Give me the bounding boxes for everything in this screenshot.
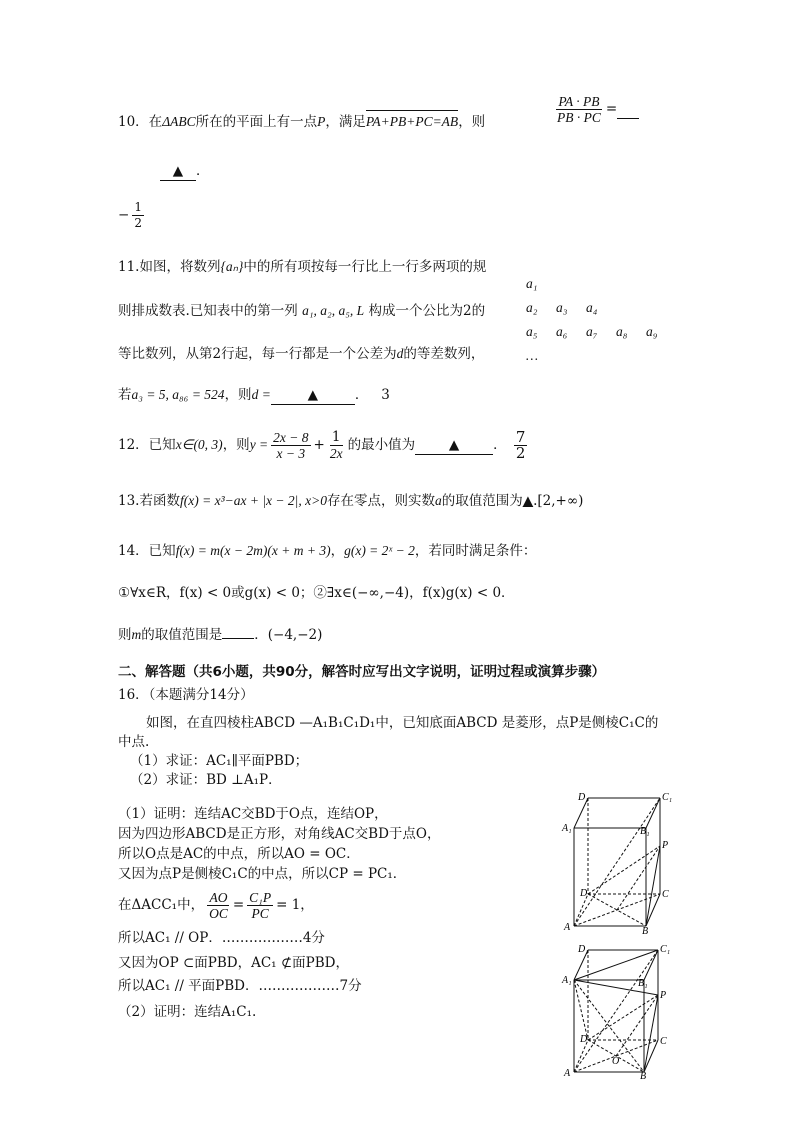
label-A1: A₁ [562,823,572,834]
edge-BC [646,894,660,926]
q10-vector-equation: PA+PB+PC=AB [365,114,459,129]
label-A1: A₁ [562,975,572,986]
q10-answer-sign: − [118,207,130,223]
q10-answer-num: 1 [134,200,142,214]
label-C: C [662,889,669,900]
label-B1: B₁ [638,978,648,989]
q11-line3 [118,345,484,363]
q12-text1: ，则 [222,437,250,453]
label-P: P [662,840,669,851]
q11-table-row3 [526,320,676,344]
proof-line2: 因为四边形ABCD是正方形，对角线AC交BD于点O， [118,826,441,842]
line-OP [617,846,660,910]
q10-answer-den: 2 [134,216,142,230]
q14-g: g(x) = 2ˣ − 2 [344,543,415,558]
label-B: B [642,926,649,937]
diag-AC1 [574,798,660,926]
label-O: O [612,1056,620,1067]
proof-line1: （1）证明：连结AC交BD于O点，连结OP， [118,806,388,822]
prism-figure-1 [560,788,680,938]
q10-answer-mark: ▲ [160,162,196,181]
q11-line2 [118,302,485,320]
line-BP [646,846,660,926]
edge-B1C1 [646,798,660,828]
line-DP [588,995,658,1040]
q14-line3b: 的取值范围是 [141,627,223,643]
q11-line1 [118,258,486,276]
q12-f1-num: 2x − 8 [273,430,309,445]
proof-line3: 所以O点是AC的中点，所以AO = OC． [118,846,360,862]
label-A: A [564,1068,571,1079]
q12-prefix: 12．已知 [118,437,176,453]
label-D1: D₁ [578,792,589,803]
q14-line1c: ，若同时满足条件： [414,543,537,559]
line-BP [644,995,658,1072]
q10-fraction [552,94,639,125]
proof-f2-den: PC [251,906,269,921]
q16-sub2: （2）求证：BD ⊥A₁P． [130,772,282,788]
label-D1: D₁ [578,944,589,955]
q12-answer-num: 7 [515,428,526,446]
proof-f1-num: AO [209,890,228,905]
prism-figure-2 [560,940,680,1080]
proof-eq: = [232,897,245,913]
q12-line [118,430,530,461]
q11-line4b-text: ，则 [224,387,252,403]
table-cell: a₄ [586,300,598,315]
q12-y: y = [249,437,269,452]
q14-conditions: ①∀x∈R，f(x) < 0或g(x) < 0；②∃x∈(−∞,−4)，f(x)g(x) < 0． [118,585,515,601]
q14-line3a: 则 [118,627,132,643]
q11-condition: a₃ = 5, a₈₆ = 524 [131,387,225,402]
q10-end: ． [196,163,210,179]
table-cell: a₉ [646,324,658,339]
q10-text1: 所在的平面上有一点 [195,114,318,130]
q14-f: f(x) = m(x − 2m)(x + m + 3) [175,543,331,558]
proof-l5-end: = 1， [276,897,314,913]
label-P: P [660,990,667,1001]
section2-heading: 二、解答题（共6小题，共90分，解答时应写出文字说明，证明过程或演算步骤） [118,664,606,680]
q14-line3 [118,626,322,644]
q10-answer-blank-line [160,162,210,181]
proof-line5 [118,890,314,921]
label-D: D [580,1034,588,1045]
q14-line1b: ， [330,543,345,559]
q13-function: f(x) = x³−ax + |x − 2|, x>0 [179,493,327,508]
q13-line [118,492,583,510]
q12-plus: + [313,437,325,453]
q12-condition: x∈(0, 3) [175,437,223,452]
q13-mark: ▲ [522,493,534,509]
line-OP [616,995,658,1056]
q16-para2: 中点. [118,734,150,750]
q16-para1: 如图，在直四棱柱ABCD —A₁B₁C₁D₁中，已知底面ABCD 是菱形，点P是侧棱C₁C的 [146,715,659,731]
table-cell: a₅ [526,324,538,339]
table-cell: a₂ [526,300,538,315]
diag-AC1 [574,950,658,1072]
q14-line1 [118,542,536,560]
q16-heading: 16．（本题满分14分） [118,687,254,703]
table-cell: a₆ [556,324,568,339]
q11-line3-text: 等比数列，从第2行起，每一行都是一个公差为 [118,346,397,362]
q10-point: P [317,114,326,129]
q10-blank [617,100,639,119]
proof-l5-prefix: 在ΔACC₁中， [118,897,205,913]
label-A: A [564,922,571,933]
q14-line2 [118,584,515,602]
q10-frac-num: PA · PB [558,94,600,109]
proof-line4: 又因为点P是侧棱C₁C的中点，所以CP = PC₁． [118,866,407,882]
q10-eq-sign: = [605,101,618,117]
q10-frac-den: PB · PC [557,110,601,125]
label-D: D [580,888,588,899]
proof-line7: 又因为OP ⊂面PBD，AC₁ ⊄面PBD， [118,955,350,971]
label-C1: C₁ [662,792,673,803]
proof-line8: 所以AC₁ // 平面PBD．………………7分 [118,978,362,994]
q14-m: m [131,627,142,642]
proof-f2-num: C₁P [249,890,272,905]
q10-line [118,113,485,131]
q11-number-table [526,272,676,368]
q14-answer: ．(−4,−2) [254,627,323,643]
table-cell: a₁ [526,276,538,291]
table-cell: … [526,348,539,363]
proof-line9: （2）证明：连结A₁C₁. [118,1004,257,1020]
q11-answer: 3 [381,387,390,403]
q11-table-row2 [526,296,676,320]
q11-line2-text: 则排成数表.已知表中的第一列 [118,303,298,319]
label-C1: C₁ [660,944,671,955]
q10-answer [118,200,147,231]
q11-sequence: {aₙ} [220,259,244,274]
q11-line4a-text: 若 [118,387,132,403]
label-B1: B₁ [640,826,650,837]
q11-line1-text: 11.如图，将数列 [118,259,221,275]
proof-line6: 所以AC₁ // OP．………………4分 [118,930,325,946]
q11-d-eq: d = [251,387,271,402]
q11-line2b-text: 构成一个公比为2的 [368,303,486,319]
proof-f1-den: OC [209,906,228,921]
q12-f2-num: 1 [331,429,341,445]
q14-line1a: 14．已知 [118,543,176,559]
table-cell: a₈ [616,324,628,339]
q11-line3b-text: 的等差数列， [403,346,485,362]
q12-text2: 的最小值为 [347,437,416,453]
q12-dot: ． [493,437,507,453]
q10-triangle: ΔABC [162,114,196,129]
q16-sub1: （1）求证：AC₁∥平面PBD； [130,753,309,769]
q13-text: 13.若函数 [118,493,180,509]
q13-text2: 存在零点，则实数 [326,493,435,509]
q13-text3: 的取值范围为 [441,493,523,509]
q11-table-row4 [526,344,676,368]
q11-table-row1 [526,272,676,296]
label-C: C [660,1036,667,1047]
q11-dot: ． [354,387,369,403]
q14-blank [222,638,254,639]
q13-answer: .[2,+∞) [533,493,584,509]
line-DP [588,846,660,894]
q10-text2: ，满足 [325,114,366,130]
table-cell: a₇ [586,324,598,339]
label-B: B [640,1071,647,1080]
q11-line4 [118,386,390,405]
q11-d: d [396,346,404,361]
q11-first-column: a₁, a₂, a₅, L [302,303,365,318]
q10-prefix: 10．在 [118,114,163,130]
q12-blank: ▲ [415,436,493,455]
q12-f2-den: 2x [329,446,343,461]
table-cell: a₃ [556,300,568,315]
q11-blank: ▲ [271,386,355,405]
q13-a: a [434,493,442,508]
q12-answer-den: 2 [515,444,526,462]
q11-line1b-text: 中的所有项按每一行比上一行多两项的规 [243,259,487,275]
q10-text3: ，则 [458,114,486,130]
q12-f1-den: x − 3 [276,446,306,461]
